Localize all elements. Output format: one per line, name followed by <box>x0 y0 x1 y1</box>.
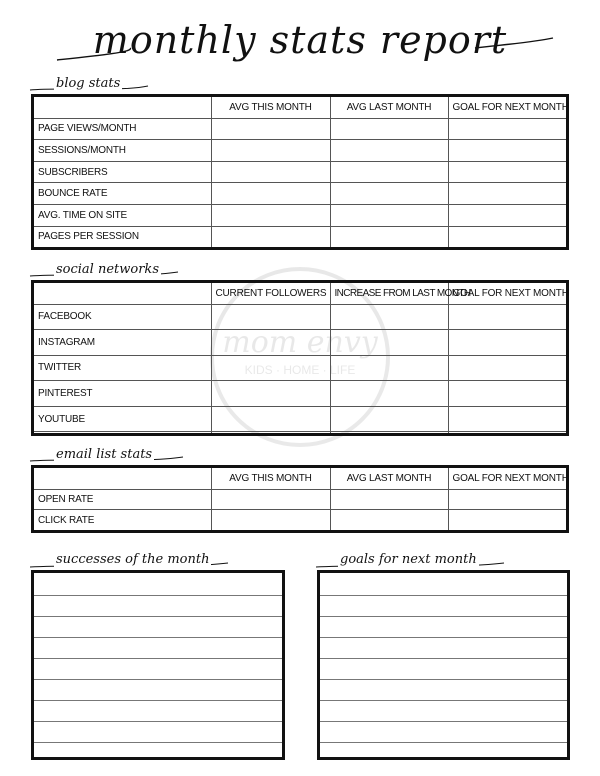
row-label: YOUTUBE <box>34 406 211 432</box>
header-blank <box>34 468 211 489</box>
row-label: FACEBOOK <box>34 304 211 330</box>
row-label[interactable] <box>34 432 211 433</box>
row-label: PAGES PER SESSION <box>34 226 211 247</box>
header-blank <box>34 97 211 118</box>
page-title: monthly stats report <box>92 18 508 62</box>
row-label: AVG. TIME ON SITE <box>34 205 211 227</box>
header-blank <box>34 283 211 304</box>
row-label: SESSIONS/MONTH <box>34 140 211 162</box>
header-avg-this-month: AVG THIS MONTH <box>211 468 330 489</box>
header-increase-from-last-month: INCREASE FROM LAST MONTH <box>330 283 448 304</box>
watermark-text: mom envy <box>222 325 378 360</box>
row-label: CLICK RATE <box>34 510 211 530</box>
header-avg-last-month: AVG LAST MONTH <box>330 468 448 489</box>
row-label: INSTAGRAM <box>34 330 211 356</box>
header-goal-next-month: GOAL FOR NEXT MONTH <box>448 468 566 489</box>
email-list-stats-table <box>31 465 569 533</box>
successes-label: successes of the month <box>56 552 210 567</box>
header-avg-last-month: AVG LAST MONTH <box>330 97 448 118</box>
goals-label: goals for next month <box>340 552 477 567</box>
successes-notes-box[interactable] <box>31 570 285 760</box>
social-networks-label: social networks <box>56 262 159 277</box>
blog-stats-label: blog stats <box>56 76 121 91</box>
row-label: SUBSCRIBERS <box>34 161 211 183</box>
row-label: TWITTER <box>34 355 211 381</box>
goals-notes-box[interactable] <box>317 570 570 760</box>
header-current-followers: CURRENT FOLLOWERS <box>211 283 330 304</box>
header-avg-this-month: AVG THIS MONTH <box>211 97 330 118</box>
row-label: BOUNCE RATE <box>34 183 211 205</box>
blog-stats-table <box>31 94 569 250</box>
row-label: PINTEREST <box>34 381 211 407</box>
header-goal-next-month: GOAL FOR NEXT MONTH <box>448 97 566 118</box>
social-networks-table <box>31 280 569 436</box>
row-label: PAGE VIEWS/MONTH <box>34 118 211 140</box>
email-list-stats-label: email list stats <box>56 447 153 462</box>
row-label: OPEN RATE <box>34 489 211 510</box>
watermark-subtext: KIDS · HOME · LIFE <box>244 363 356 377</box>
header-goal-next-month: GOAL FOR NEXT MONTH <box>448 283 566 304</box>
